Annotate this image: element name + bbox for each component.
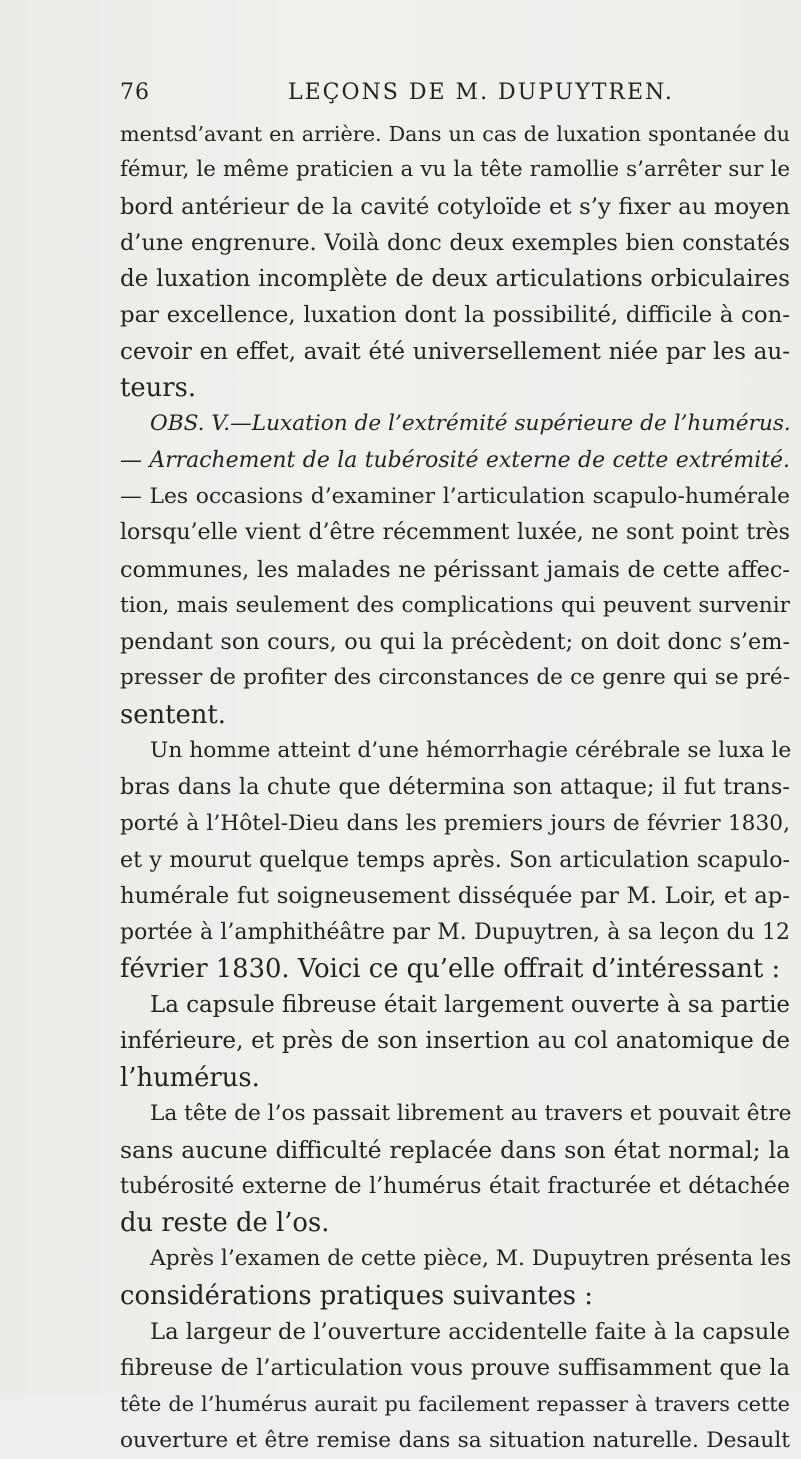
text-line: sentent. <box>120 699 226 730</box>
text-line: Après l’examen de cette pièce, M. Dupuytren présenta les <box>150 1246 792 1272</box>
text-line: et y mourut quelque temps après. Son articulation scapulo- <box>120 846 790 873</box>
text-line: La capsule fibreuse était largement ouverte à sa partie <box>150 992 790 1019</box>
text-line: portée à l’amphithéâtre par M. Dupuytren, à sa leçon du 12 <box>120 919 790 945</box>
text-line: tion, mais seulement des complications qui peuvent survenir <box>120 592 790 618</box>
text-line: fémur, le même praticien a vu la tête ramollie s’arrêter sur le <box>120 157 790 183</box>
page-number: 76 <box>120 80 150 105</box>
text-line: tête de l’humérus aurait pu facilement repasser à travers cette <box>120 1392 790 1417</box>
text-line: lorsqu’elle vient d’être récemment luxée, ne sont point très <box>120 520 790 546</box>
text-line: Un homme atteint d’une hémorrhagie cérébrale se luxa le <box>150 738 792 764</box>
text-line: d’une engrenure. Voilà donc deux exemples bien constatés <box>120 229 790 256</box>
text-line: par excellence, luxation dont la possibilité, difficile à con- <box>120 302 790 329</box>
text-line: l’humérus. <box>120 1062 260 1093</box>
observation-subheading: — Arrachement de la tubérosité externe de cette extrémité. <box>120 447 790 473</box>
text-line: ouverture et être remise dans sa situation naturelle. Desault <box>120 1427 790 1453</box>
text-line: considérations pratiques suivantes : <box>120 1280 593 1311</box>
text-line: La tête de l’os passait librement au travers et pouvait être <box>150 1101 792 1127</box>
observation-heading: OBS. V.—Luxation de l’extrémité supérieure de l’humérus. <box>150 411 791 437</box>
text-line: fibreuse de l’articulation vous prouve suffisamment que la <box>120 1355 790 1382</box>
text-line: La largeur de l’ouverture accidentelle faite à la capsule <box>150 1318 791 1345</box>
text-line: sans aucune difficulté replacée dans son état normal; la <box>120 1136 790 1165</box>
page-header <box>120 80 780 116</box>
text-line: inférieure, et près de son insertion au col anatomique de <box>120 1028 790 1055</box>
text-line: de luxation incomplète de deux articulations orbiculaires <box>120 266 790 293</box>
text-line: février 1830. Voici ce qu’elle offrait d’intéressant : <box>120 953 781 984</box>
text-line: du reste de l’os. <box>120 1207 330 1238</box>
body-text <box>120 116 790 1459</box>
running-head: LEÇONS DE M. DUPUYTREN. <box>288 80 674 105</box>
text-line: humérale fut soigneusement disséquée par M. Loir, et ap- <box>120 883 790 910</box>
text-line: bord antérieur de la cavité cotyloïde et s’y fixer au moyen <box>120 193 790 220</box>
text-line: teurs. <box>120 373 197 404</box>
text-line: tubérosité externe de l’humérus était fracturée et détachée <box>120 1173 790 1199</box>
text-line: — Les occasions d’examiner l’articulation scapulo-humérale <box>120 483 790 509</box>
text-line: bras dans la chute que détermina son attaque; il fut trans- <box>120 774 790 801</box>
text-line: communes, les malades ne périssant jamais de cette affec- <box>120 556 790 583</box>
text-line: pendant son cours, ou qui la précèdent; on doit donc s’em- <box>120 629 790 656</box>
text-line: cevoir en effet, avait été universellement niée par les au- <box>120 338 790 365</box>
text-line: mentsd’avant en arrière. Dans un cas de luxation spontanée du <box>120 122 790 146</box>
text-line: presser de profiter des circonstances de ce genre qui se pré- <box>120 665 790 691</box>
text-line: porté à l’Hôtel-Dieu dans les premiers jours de février 1830, <box>120 810 790 836</box>
